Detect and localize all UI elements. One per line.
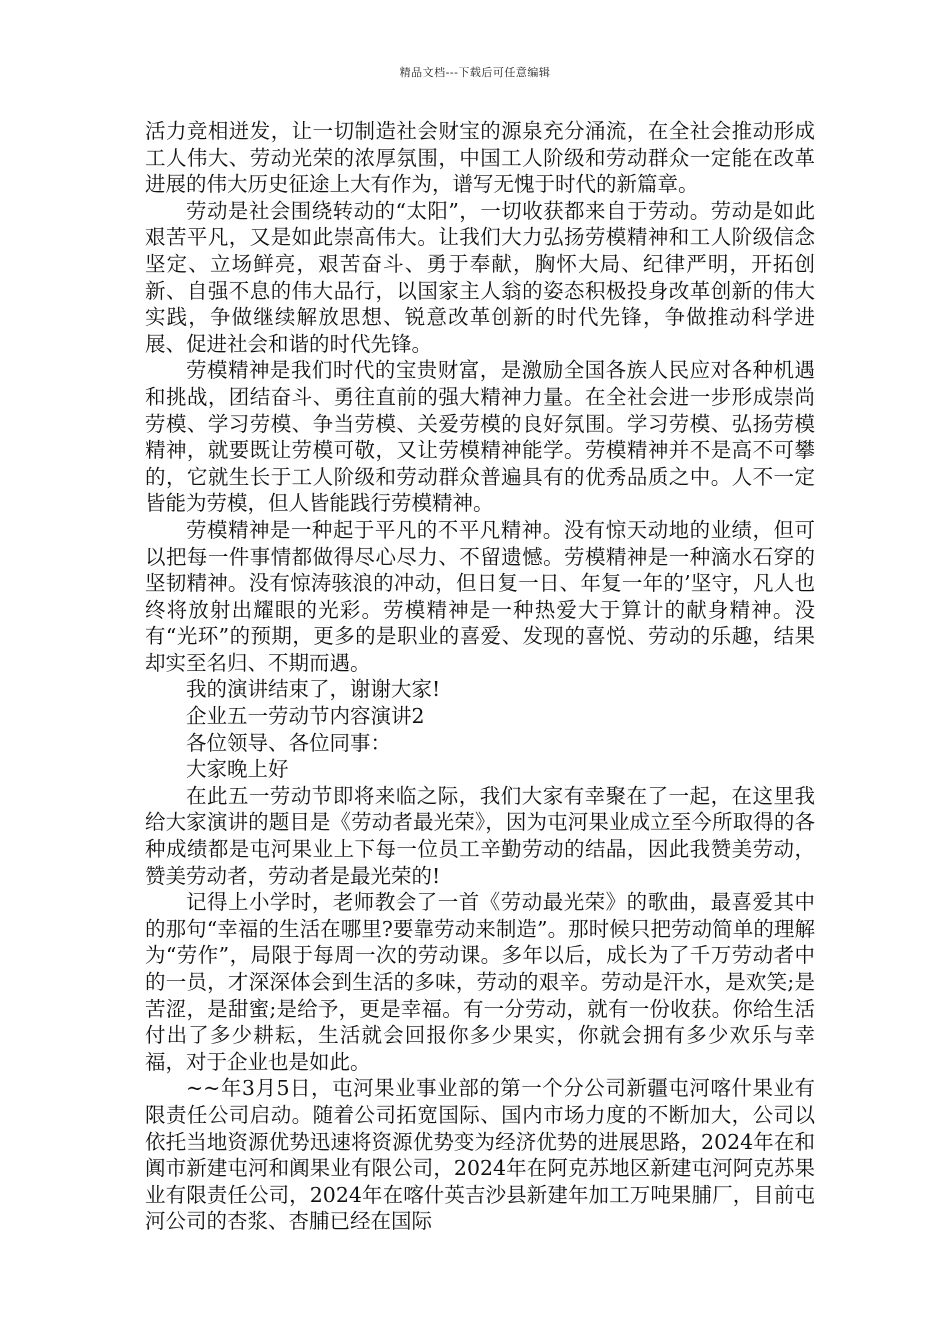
greeting: 大家晚上好 [186, 757, 289, 782]
salutation: 各位领导、各位同事： [186, 730, 391, 755]
paragraph: 记得上小学时，老师教会了一首《劳动最光荣》的歌曲，最喜爱其中的那句“幸福的生活在哪里?要靠劳动来制造”。那时候只把劳动简单的理解为“劳作”，局限于每周一次的劳动课。多年以后，成长为了千万劳动者中的一员，才深深体会到生活的多味，劳动的艰辛。劳动是汗水，是欢笑;是苦涩，是甜蜜;是给予，更是幸福。有一分劳动，就有一份收获。你给生活付出了多少耕耘，生活就会回报你多少果实，你就会拥有多少欢乐与幸福，对于企业也是如此。 [145, 890, 815, 1074]
page-header: 精品文档---下载后可任意编辑 [399, 66, 551, 79]
paragraph: ~~年3月5日，屯河果业事业部的第一个分公司新疆屯河喀什果业有限责任公司启动。随着公司拓宽国际、国内市场力度的不断加大，公司以依托当地资源优势迅速将资源优势变为经济优势的进展思路，2024年在和阗市新建屯河和阗果业有限公司，2024年在阿克苏地区新建屯河阿克苏果业有限责任公司，2024年在喀什英吉沙县新建年加工万吨果脯厂，目前屯河公司的杏浆、杏脯已经在国际 [145, 1076, 815, 1234]
paragraph: 劳动是社会围绕转动的“太阳”，一切收获都来自于劳动。劳动是如此艰苦平凡，又是如此崇高伟大。让我们大力弘扬劳模精神和工人阶级信念坚定、立场鲜亮，艰苦奋斗、勇于奉献，胸怀大局、纪律严明，开拓创新、自强不息的伟大品行，以国家主人翁的姿态积极投身改革创新的伟大实践，争做继续解放思想、锐意改革创新的时代先锋，争做推动科学进展、促进社会和谐的时代先锋。 [145, 198, 815, 356]
section-title: 企业五一劳动节内容演讲2 [186, 704, 425, 729]
paragraph: 劳模精神是我们时代的宝贵财富，是激励全国各族人民应对各种机遇和挑战，团结奋斗、勇往直前的强大精神力量。在全社会进一步形成崇尚劳模、学习劳模、争当劳模、关爱劳模的良好氛围。学习劳模、弘扬劳模精神，就要既让劳模可敬，又让劳模精神能学。劳模精神并不是高不可攀的，它就生长于工人阶级和劳动群众普遍具有的优秀品质之中。人不一定皆能为劳模，但人皆能践行劳模精神。 [145, 358, 815, 516]
paragraph: 劳模精神是一种起于平凡的不平凡精神。没有惊天动地的业绩，但可以把每一件事情都做得尽心尽力、不留遗憾。劳模精神是一种滴水石穿的坚韧精神。没有惊涛骇浪的冲动，但日复一日、年复一年的’坚守，凡人也终将放射出耀眼的光彩。劳模精神是一种热爱大于算计的献身精神。没有“光环”的预期，更多的是职业的喜爱、发现的喜悦、劳动的乐趣，结果却实至名归、不期而遇。 [145, 517, 815, 675]
paragraph: 活力竞相迸发，让一切制造社会财宝的源泉充分涌流，在全社会推动形成工人伟大、劳动光荣的浓厚氛围，中国工人阶级和劳动群众一定能在改革进展的伟大历史征途上大有作为，谱写无愧于时代的新篇章。 [145, 119, 815, 197]
document-body [145, 118, 815, 1235]
paragraph: 在此五一劳动节即将来临之际，我们大家有幸聚在了一起，在这里我给大家演讲的题目是《劳动者最光荣》，因为屯河果业成立至今所取得的各种成绩都是屯河果业上下每一位员工辛勤劳动的结晶，因此我赞美劳动，赞美劳动者，劳动者是最光荣的! [145, 783, 815, 888]
closing-line: 我的演讲结束了，谢谢大家! [186, 677, 441, 702]
